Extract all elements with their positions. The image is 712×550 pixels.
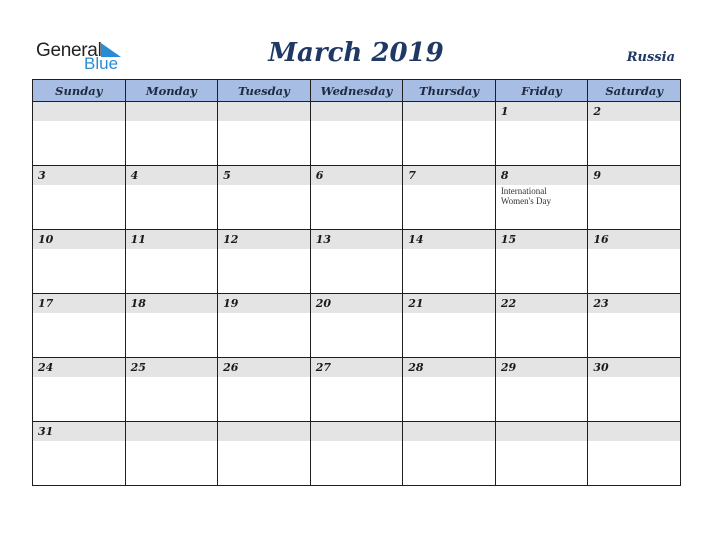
day-number (588, 422, 680, 441)
day-cell (310, 230, 403, 294)
day-number: 7 (403, 166, 495, 185)
day-number: 1 (496, 102, 588, 121)
day-number: 19 (218, 294, 310, 313)
day-number: 12 (218, 230, 310, 249)
day-cell (33, 166, 126, 230)
day-number (126, 102, 218, 121)
day-number (218, 102, 310, 121)
day-number: 6 (311, 166, 403, 185)
day-number: 2 (588, 102, 680, 121)
day-number: 16 (588, 230, 680, 249)
weekday-header-row (33, 80, 681, 102)
day-cell (403, 166, 496, 230)
weekday-friday: Friday (495, 80, 588, 102)
day-cell (588, 294, 681, 358)
day-number (311, 422, 403, 441)
weekday-tuesday: Tuesday (218, 80, 311, 102)
calendar-week-row (33, 166, 681, 230)
day-number: 22 (496, 294, 588, 313)
day-cell (403, 358, 496, 422)
day-cell (33, 102, 126, 166)
day-cell (33, 230, 126, 294)
day-cell (310, 166, 403, 230)
day-number: 21 (403, 294, 495, 313)
day-cell (588, 102, 681, 166)
day-cell (495, 422, 588, 486)
calendar-week-row (33, 294, 681, 358)
day-number: 5 (218, 166, 310, 185)
day-number: 13 (311, 230, 403, 249)
day-cell (33, 294, 126, 358)
day-number: 9 (588, 166, 680, 185)
day-cell (218, 358, 311, 422)
brand-general-text: General (36, 40, 102, 61)
day-number: 20 (311, 294, 403, 313)
day-cell (125, 230, 218, 294)
calendar-week-row (33, 230, 681, 294)
day-number: 25 (126, 358, 218, 377)
day-cell (218, 294, 311, 358)
day-number (496, 422, 588, 441)
day-cell (310, 294, 403, 358)
day-number: 26 (218, 358, 310, 377)
weekday-sunday: Sunday (33, 80, 126, 102)
day-cell (403, 294, 496, 358)
day-cell (125, 358, 218, 422)
day-cell (495, 358, 588, 422)
day-number: 15 (496, 230, 588, 249)
day-number (218, 422, 310, 441)
day-number (311, 102, 403, 121)
day-cell (125, 294, 218, 358)
calendar-week-row (33, 422, 681, 486)
brand-blue-text: Blue (84, 54, 119, 73)
day-number: 28 (403, 358, 495, 377)
day-number (33, 102, 125, 121)
day-number (403, 422, 495, 441)
day-cell (495, 294, 588, 358)
day-cell (495, 230, 588, 294)
day-cell (588, 358, 681, 422)
day-cell (495, 166, 588, 230)
day-cell (33, 358, 126, 422)
day-number: 30 (588, 358, 680, 377)
day-number: 11 (126, 230, 218, 249)
holiday-event: International Women's Day (500, 186, 551, 206)
day-number: 4 (126, 166, 218, 185)
weekday-monday: Monday (125, 80, 218, 102)
weekday-wednesday: Wednesday (310, 80, 403, 102)
day-cell (403, 230, 496, 294)
day-number: 18 (126, 294, 218, 313)
day-number: 31 (33, 422, 125, 441)
day-number: 23 (588, 294, 680, 313)
day-cell (218, 422, 311, 486)
day-cell (403, 422, 496, 486)
weekday-thursday: Thursday (403, 80, 496, 102)
calendar-grid (32, 79, 681, 486)
weekday-saturday: Saturday (588, 80, 681, 102)
day-number: 14 (403, 230, 495, 249)
day-cell (125, 166, 218, 230)
day-cell (588, 166, 681, 230)
calendar-week-row (33, 358, 681, 422)
day-cell (125, 102, 218, 166)
day-cell (218, 102, 311, 166)
country-label: Russia (626, 50, 675, 65)
day-number: 3 (33, 166, 125, 185)
day-cell (310, 102, 403, 166)
day-cell (218, 166, 311, 230)
day-cell (588, 422, 681, 486)
day-cell (403, 102, 496, 166)
day-number: 10 (33, 230, 125, 249)
day-cell (588, 230, 681, 294)
day-cell (495, 102, 588, 166)
calendar-title: March 2019 (268, 38, 444, 68)
day-number (126, 422, 218, 441)
calendar-week-row (33, 102, 681, 166)
day-cell (33, 422, 126, 486)
day-number (403, 102, 495, 121)
day-cell (125, 422, 218, 486)
day-cell (310, 422, 403, 486)
day-cell (310, 358, 403, 422)
day-number: 17 (33, 294, 125, 313)
day-number: 27 (311, 358, 403, 377)
day-number: 29 (496, 358, 588, 377)
day-number: 24 (33, 358, 125, 377)
day-number: 8 (496, 166, 588, 185)
day-cell (218, 230, 311, 294)
